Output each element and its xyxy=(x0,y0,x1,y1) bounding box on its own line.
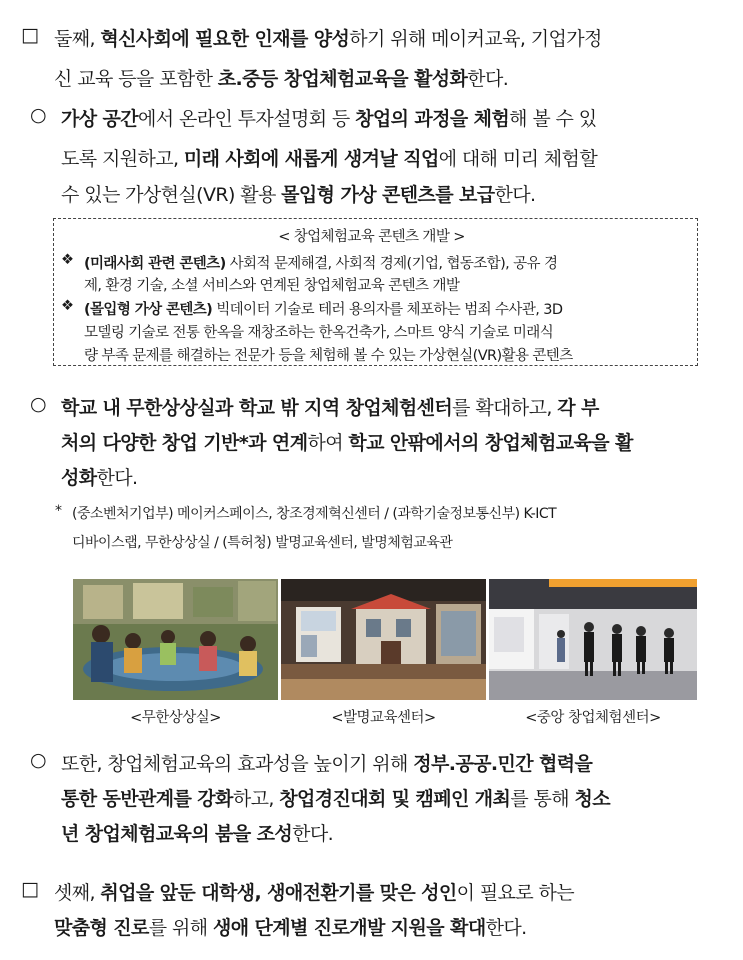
text-run: 년 창업체험교육의 붐을 조성 xyxy=(61,823,293,845)
section-marker: □ xyxy=(21,878,39,900)
text-run: 해 볼 수 있 xyxy=(509,108,597,130)
section2-line1 xyxy=(54,878,574,905)
text-run: 를 위해 xyxy=(148,917,213,939)
section1-line1 xyxy=(54,24,602,51)
text-run: 이 필요로 하는 xyxy=(456,882,575,904)
text-run: 를 확대하고, xyxy=(452,397,558,419)
bullet2-line2 xyxy=(61,428,633,455)
photo-invention-center xyxy=(281,579,486,700)
bullet-marker: ○ xyxy=(30,749,46,771)
diamond-bullet-icon: ❖ xyxy=(61,298,74,314)
text-run: 에서 온라인 투자설명회 등 xyxy=(138,108,356,130)
text-run: 신 교육 등을 포함한 xyxy=(54,68,218,90)
text-run: 셋째, xyxy=(54,882,101,904)
box-item2-line2: 모델링 기술로 전통 한옥을 재창조하는 한옥건축가, 스마트 양식 기술로 미래식 xyxy=(84,325,554,341)
footnote-line2: 디바이스랩, 무한상상실 / (특허청) 발명교육센터, 발명체험교육관 xyxy=(72,535,453,551)
bullet3-line1 xyxy=(61,749,592,776)
text-run: 가상 공간 xyxy=(61,108,139,130)
text-run: (미래사회 관련 콘텐츠) xyxy=(84,256,226,272)
text-run: 처의 다양한 창업 기반*과 연계 xyxy=(61,432,308,454)
bullet3-line3 xyxy=(61,819,333,846)
footnote-marker: * xyxy=(55,503,62,519)
text-run: 정부.공공.민간 협력을 xyxy=(413,753,593,775)
text-run: 생애 단계별 진로개발 지원을 확대 xyxy=(212,917,486,939)
bullet-marker: ○ xyxy=(30,393,46,415)
text-run: 성화 xyxy=(61,467,97,489)
bullet-marker: ○ xyxy=(30,104,46,126)
bullet1-line3 xyxy=(61,180,535,207)
text-run: 맞춤형 진로 xyxy=(54,917,149,939)
text-run: 각 부 xyxy=(557,397,599,419)
text-run: 둘째, xyxy=(54,28,101,50)
text-run: 청소 xyxy=(574,788,610,810)
text-run: 하여 xyxy=(307,432,349,454)
section-marker: □ xyxy=(21,24,39,46)
bullet1-line1 xyxy=(61,104,597,131)
text-run: 하기 위해 메이커교육, 기업가정 xyxy=(349,28,602,50)
photo-caption: <발명교육센터> xyxy=(331,710,436,726)
footnote-line1: (중소벤처기업부) 메이커스페이스, 창조경제혁신센터 / (과학기술정보통신부) K-ICT xyxy=(72,506,557,522)
text-run: 한다. xyxy=(292,823,334,845)
text-run: 혁신사회에 필요한 인재를 양성 xyxy=(100,28,350,50)
section1-line2 xyxy=(54,64,508,91)
text-run: (몰입형 가상 콘텐츠) xyxy=(84,302,213,318)
section2-line2 xyxy=(54,913,527,940)
text-run: 미래 사회에 새롭게 생겨날 직업 xyxy=(183,148,439,170)
text-run: 몰입형 가상 콘텐츠를 보급 xyxy=(281,184,495,206)
text-run: 수 있는 가상현실(VR) 활용 xyxy=(61,184,282,206)
text-run: 통한 동반관계를 강화 xyxy=(61,788,233,810)
text-run: 사회적 문제해결, 사회적 경제(기업, 협동조합), 공유 경 xyxy=(225,256,558,272)
text-run: 초.중등 창업체험교육을 활성화 xyxy=(217,68,468,90)
text-run: 학교 안팎에서의 창업체험교육을 활 xyxy=(348,432,633,454)
box-item2-line1 xyxy=(84,298,562,319)
photo-caption: <무한상상실> xyxy=(130,710,221,726)
text-run: 한다. xyxy=(467,68,509,90)
photo-caption: <중앙 창업체험센터> xyxy=(525,710,661,726)
text-run: 에 대해 미리 체험할 xyxy=(438,148,598,170)
photo-makerspace xyxy=(73,579,278,700)
text-run: 한다. xyxy=(96,467,138,489)
text-run: 창업경진대회 및 캠페인 개최 xyxy=(279,788,511,810)
text-run: 또한, 창업체험교육의 효과성을 높이기 위해 xyxy=(61,753,414,775)
text-run: 한다. xyxy=(494,184,536,206)
text-run: 한다. xyxy=(485,917,527,939)
bullet3-line2 xyxy=(61,784,610,811)
diamond-bullet-icon: ❖ xyxy=(61,252,74,268)
text-run: 빅데이터 기술로 테러 용의자를 체포하는 범죄 수사관, 3D xyxy=(212,302,563,318)
text-run: 창업의 과정을 체험 xyxy=(355,108,510,130)
box-item1-line2: 제, 환경 기술, 소셜 서비스와 연계된 창업체험교육 콘텐츠 개발 xyxy=(84,278,460,294)
box-item1-line1 xyxy=(84,252,557,273)
box-item2-line3: 량 부족 문제를 해결하는 전문가 등을 체험해 볼 수 있는 가상현실(VR)활용 콘텐츠 xyxy=(84,348,573,364)
box-title: < 창업체험교육 콘텐츠 개발 > xyxy=(278,229,465,245)
text-run: 학교 내 무한상상실과 학교 밖 지역 창업체험센터 xyxy=(61,397,453,419)
bullet2-line1 xyxy=(61,393,599,420)
text-run: 취업을 앞둔 대학생, 생애전환기를 맞은 성인 xyxy=(100,882,457,904)
text-run: 도록 지원하고, xyxy=(61,148,184,170)
bullet1-line2 xyxy=(61,144,597,171)
bullet2-line3 xyxy=(61,463,137,490)
text-run: 를 통해 xyxy=(510,788,575,810)
text-run: 하고, xyxy=(232,788,280,810)
photo-startup-center xyxy=(489,579,697,700)
